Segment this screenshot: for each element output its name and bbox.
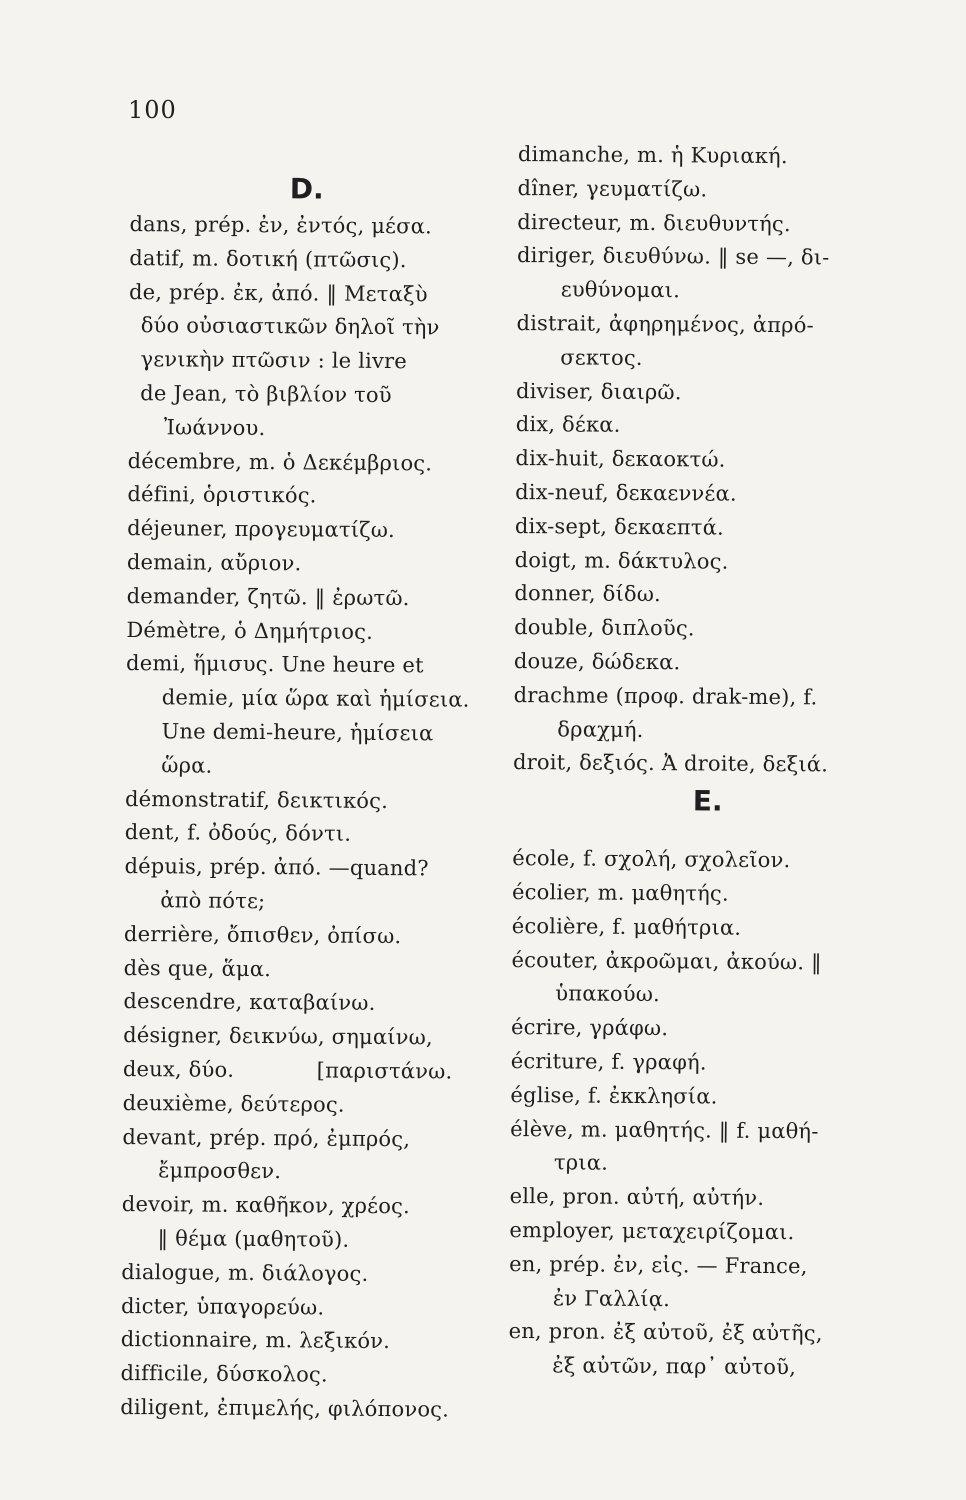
left-column (120, 168, 510, 1428)
entry-line: dialogue, m. διάλογος. (121, 1259, 369, 1286)
entry-line: décembre, m. ὁ Δεκέμβριος. (127, 448, 433, 475)
entry-line: ἔμπροσθεν. (158, 1158, 282, 1184)
entry-line: Une demi-heure, ἡμίσεια (161, 719, 434, 746)
entry-line: dix, δέκα. (515, 412, 621, 438)
section-heading-e: E. (692, 784, 723, 818)
entry-line: τρια. (553, 1150, 609, 1176)
entry-line: dix-neuf, δεκαεννέα. (515, 479, 737, 506)
entry-line: ἐν Γαλλίᾳ. (552, 1285, 671, 1311)
entry-line: dicter, ὑπαγορεύω. (120, 1293, 325, 1320)
entry-line: ὥρα. (161, 753, 213, 778)
entry-line: ευθύνομαι. (560, 277, 681, 303)
entry-line: écolier, m. μαθητής. (511, 879, 729, 906)
entry-line: ὑπακούω. (555, 981, 661, 1007)
entry-line: ‖ θέμα (μαθητοῦ). (157, 1226, 350, 1252)
entry-line: dépuis, prép. ἀπό. —quand? (124, 854, 429, 881)
entry-line: deuxième, δεύτερος. (122, 1090, 345, 1117)
entry-line: ἐξ αὐτῶν, παρ᾽ αὐτοῦ, (552, 1353, 797, 1380)
entry-line: en, pron. ἐξ αὐτοῦ, ἐξ αὐτῆς, (508, 1319, 823, 1346)
entry-line: dix-huit, δεκαοκτώ. (515, 446, 726, 472)
entry-line: écouter, ἀκροῶμαι, ἀκούω. ‖ (511, 947, 822, 974)
entry-line: δύο οὐσιαστικῶν δηλοῖ τὴν (140, 313, 440, 340)
entry-line: élève, m. μαθητής. ‖ f. μαθή- (510, 1116, 819, 1143)
entry-line: douze, δώδεκα. (513, 648, 681, 675)
right-column (508, 138, 918, 1386)
entry-line: doigt, m. δάκτυλος. (514, 547, 729, 574)
entry-line: dix-sept, δεκαεπτά. (514, 513, 724, 540)
entry-line: demie, μία ὥρα καὶ ἡμίσεια. (161, 685, 470, 712)
entry-line: elle, pron. αὐτή, αὐτήν. (509, 1184, 765, 1211)
entry-line: devoir, m. καθῆκον, χρέος. (121, 1192, 411, 1219)
entry-line: dictionnaire, m. λεξικόν. (120, 1327, 391, 1354)
entry-line: distrait, ἀφηρημένος, ἀπρό- (516, 310, 814, 338)
entry-line: demander, ζητῶ. ‖ ἐρωτῶ. (126, 583, 410, 610)
entry-line: descendre, καταβαίνω. (123, 989, 376, 1016)
entry-line: double, διπλοῦς. (514, 615, 695, 641)
entry-line: dans, prép. ἐν, ἐντός, μέσα. (129, 211, 433, 239)
entry-line: église, f. ἐκκλησία. (510, 1082, 718, 1109)
entry-line: Démètre, ὁ Δημήτριος. (126, 617, 374, 644)
entry-line: demi, ἥμισυς. Une heure et (126, 651, 424, 678)
section-spacer (512, 820, 912, 845)
entry-line: déjeuner, προγευματίζω. (127, 516, 396, 543)
page-number: 100 (128, 96, 177, 124)
entry-line: diligent, ἐπιμελής, φιλόπονος. (120, 1394, 450, 1422)
entry-line: école, f. σχολή, σχολεῖον. (512, 846, 791, 873)
entry-line: écrire, γράφω. (510, 1015, 669, 1041)
entry-line: démonstratif, δεικτικός. (124, 786, 389, 813)
entry-line: défini, ὁριστικός. (127, 482, 317, 508)
entry-line: écriture, f. γραφή. (510, 1048, 707, 1075)
entry-line: diviser, διαιρῶ. (515, 378, 682, 404)
section-heading-d: D. (289, 172, 324, 206)
entry-line: devant, prép. πρό, ἐμπρός, (122, 1124, 411, 1151)
entry-line: dès que, ἅμα. (123, 955, 272, 981)
entry-line: σεκτος. (560, 345, 643, 370)
entry-line: écolière, f. μαθήτρια. (511, 913, 742, 940)
entry-line: demain, αὔριον. (126, 549, 302, 576)
entry-line: de, prép. ἐκ, ἀπό. ‖ Μεταξὺ (128, 279, 428, 306)
entry-line: de Jean, τὸ βιβλίον τοῦ (140, 381, 392, 408)
entry-line: derrière, ὄπισθεν, ὀπίσω. (123, 921, 402, 948)
entry-line: dîner, γευματίζω. (517, 175, 708, 202)
entry-line: dent, f. ὀδούς, δόντι. (124, 820, 352, 847)
entry-line: drachme (προφ. drak-me), f. (513, 682, 818, 710)
entry-line: δραχμή. (557, 716, 644, 742)
entry-line: difficile, δύσκολος. (120, 1361, 328, 1387)
entry-line: désigner, δεικνύω, σημαίνω, (123, 1023, 433, 1050)
entry-line: deux, δύο. [παριστάνω. (122, 1056, 453, 1084)
entry-line: dimanche, m. ἡ Κυριακή. (517, 141, 788, 169)
entry-line: Ἰωάννου. (163, 415, 266, 440)
entry-line: donner, δίδω. (514, 581, 662, 607)
entry-line: datif, m. δοτική (πτῶσις). (129, 245, 407, 272)
entry-line: employer, μεταχειρίζομαι. (509, 1217, 795, 1245)
entry-line: en, prép. ἐν, εἰς. — France, (509, 1251, 808, 1279)
entry-line: directeur, m. διευθυντής. (517, 209, 791, 236)
entry-line: γενικὴν πτῶσιν : le livre (140, 347, 408, 374)
entry-line: droit, δεξιός. Ἀ droite, δεξιά. (513, 750, 829, 777)
entry-line: diriger, διευθύνω. ‖ se —, δι- (516, 243, 830, 270)
entry-line: ἀπὸ πότε; (160, 888, 266, 914)
